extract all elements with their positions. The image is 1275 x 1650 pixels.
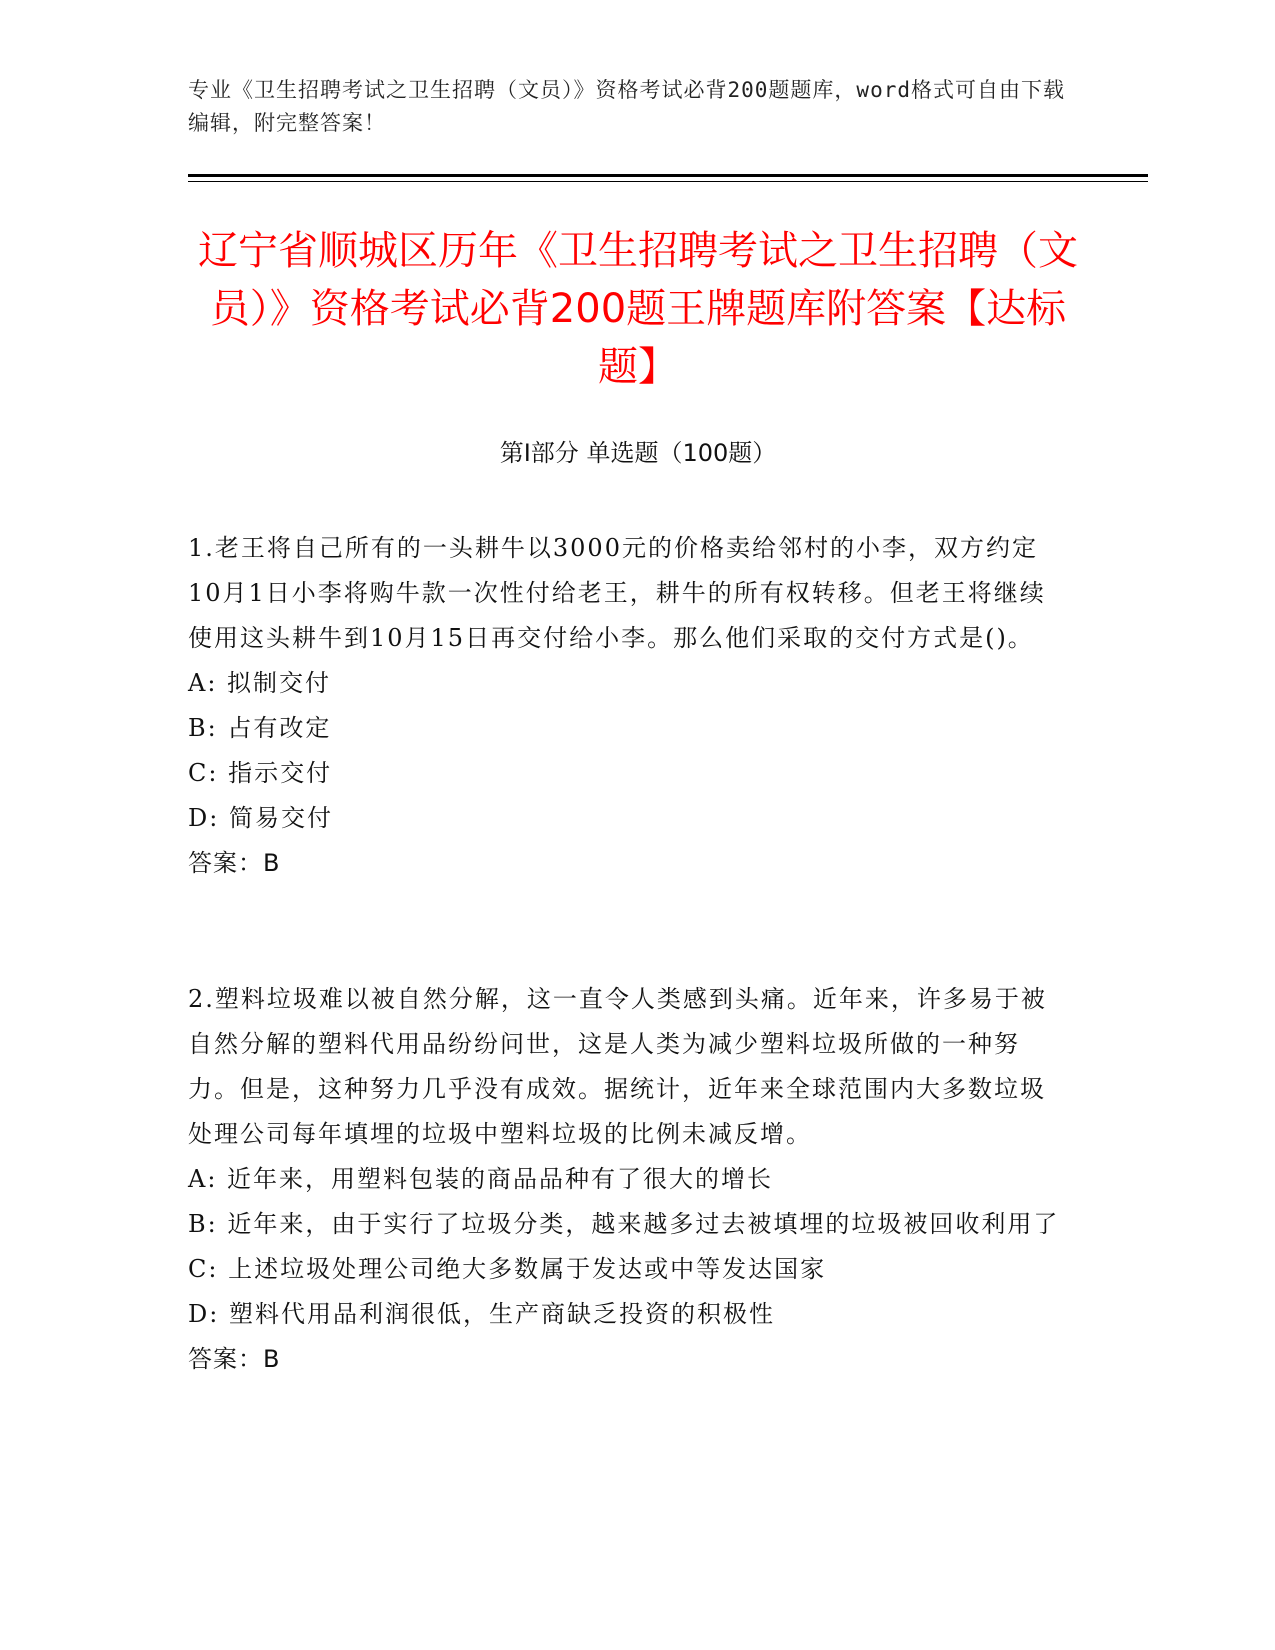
header-note: 专业《卫生招聘考试之卫生招聘（文员）》资格考试必背200题题库，word格式可自由下载编辑，附完整答案！ xyxy=(188,78,1065,135)
option-b: B: 占有改定 xyxy=(188,714,332,742)
option-d: D: 简易交付 xyxy=(188,804,333,832)
option-d: D: 塑料代用品利润很低，生产商缺乏投资的积极性 xyxy=(188,1300,775,1328)
answer: 答案：B xyxy=(188,849,281,877)
question-2 xyxy=(188,977,1068,1382)
option-a: A: 近年来，用塑料包装的商品品种有了很大的增长 xyxy=(188,1165,774,1193)
option-c: C: 上述垃圾处理公司绝大多数属于发达或中等发达国家 xyxy=(188,1255,827,1283)
option-c: C: 指示交付 xyxy=(188,759,333,787)
header-rule-thick xyxy=(188,174,1148,177)
question-stem: 1.老王将自己所有的一头耕牛以3000元的价格卖给邻村的小李，双方约定10月1日小李将购牛款一次性付给老王，耕牛的所有权转移。但老王将继续使用这头耕牛到10月15日再交付给小李。那么他们采取的交付方式是()。 xyxy=(188,534,1046,652)
question-stem: 2.塑料垃圾难以被自然分解，这一直令人类感到头痛。近年来，许多易于被自然分解的塑料代用品纷纷问世，这是人类为减少塑料垃圾所做的一种努力。但是，这种努力几乎没有成效。据统计，近年来全球范围内大多数垃圾处理公司每年填埋的垃圾中塑料垃圾的比例未减反增。 xyxy=(188,985,1047,1148)
option-b: B: 近年来，由于实行了垃圾分类，越来越多过去被填埋的垃圾被回收利用了 xyxy=(188,1210,1060,1238)
header-rule-thin xyxy=(188,181,1148,182)
option-a: A: 拟制交付 xyxy=(188,669,332,697)
section-heading: 第I部分 单选题（100题） xyxy=(499,439,777,467)
answer: 答案：B xyxy=(188,1345,281,1373)
question-1 xyxy=(188,526,1068,886)
document-title: 辽宁省顺城区历年《卫生招聘考试之卫生招聘（文员）》资格考试必背200题王牌题库附答案【达标题】 xyxy=(198,228,1078,390)
